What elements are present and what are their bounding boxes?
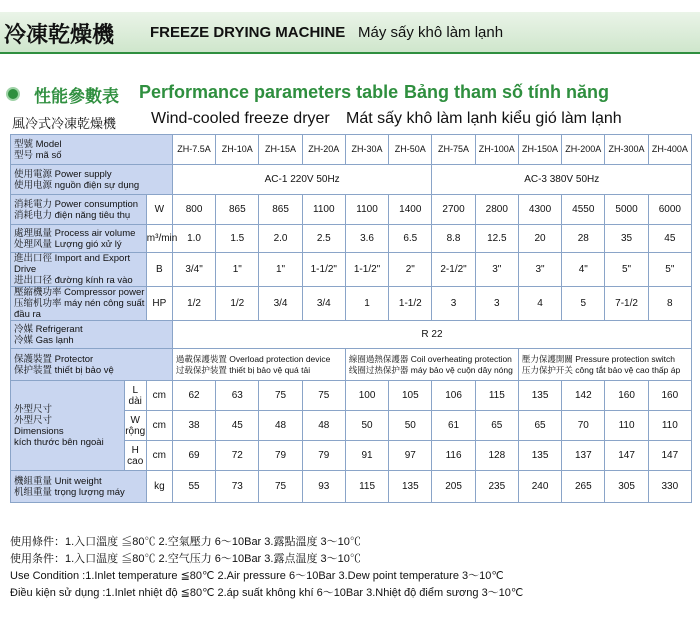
section-title-vietnamese: Bảng tham số tính năng (404, 82, 609, 102)
refrigerant-value: R 22 (172, 321, 691, 349)
model-header: ZH-10A (216, 135, 259, 165)
unit-cell: cm (146, 381, 172, 411)
value-cell: 50 (345, 411, 388, 441)
value-cell: 6000 (648, 195, 691, 225)
value-cell: 75 (259, 381, 302, 411)
value-cell: 160 (605, 381, 648, 411)
value-cell: 79 (259, 441, 302, 471)
value-cell: 45 (216, 411, 259, 441)
subtitle-english: Wind-cooled freeze dryer (151, 110, 330, 127)
unit-cell: m³/min (146, 225, 172, 253)
model-header: ZH-200A (562, 135, 605, 165)
value-cell: 50 (389, 411, 432, 441)
table-row (11, 287, 692, 321)
spec-table (10, 134, 692, 503)
model-header: ZH-150A (518, 135, 561, 165)
subtitle (6, 110, 696, 132)
value-cell: 35 (605, 225, 648, 253)
value-cell: 38 (172, 411, 215, 441)
value-cell: 865 (216, 195, 259, 225)
value-cell: 3" (518, 253, 561, 287)
value-cell: 1.5 (216, 225, 259, 253)
unit-cell: kg (146, 471, 172, 503)
value-cell: 97 (389, 441, 432, 471)
value-cell: 2.0 (259, 225, 302, 253)
model-header: ZH-300A (605, 135, 648, 165)
title-vietnamese: Máy sấy khô làm lạnh (358, 24, 504, 41)
row-label-refrigerant: 冷媒 Refrigerant 冷媒 Gas lạnh (11, 321, 173, 349)
value-cell: 79 (302, 441, 345, 471)
model-header: ZH-400A (648, 135, 691, 165)
value-cell: 265 (562, 471, 605, 503)
value-cell: 135 (389, 471, 432, 503)
value-cell: 55 (172, 471, 215, 503)
value-cell: 240 (518, 471, 561, 503)
value-cell: 3/4" (172, 253, 215, 287)
value-cell: 3/4 (302, 287, 345, 321)
table-row (11, 253, 692, 287)
value-cell: 48 (302, 411, 345, 441)
value-cell: 1" (259, 253, 302, 287)
subtitle-vietnamese: Mát sấy khô làm lạnh kiểu gió làm lạnh (346, 110, 622, 127)
value-cell: 1-1/2" (302, 253, 345, 287)
unit-cell: cm (146, 411, 172, 441)
subtitle-chinese: 風冷式冷凍乾燥機 (12, 117, 117, 132)
value-cell: 45 (648, 225, 691, 253)
value-cell: 93 (302, 471, 345, 503)
unit-cell: B (146, 253, 172, 287)
protector-pressure: 壓力保護開關 Pressure protection switch 压力保护开关 công tắt bảo vệ cao thấp áp (518, 349, 691, 381)
value-cell: 3 (475, 287, 518, 321)
model-header: ZH-30A (345, 135, 388, 165)
value-cell: 800 (172, 195, 215, 225)
value-cell: 48 (259, 411, 302, 441)
value-cell: 2700 (432, 195, 475, 225)
value-cell: 135 (518, 381, 561, 411)
table-row (11, 321, 692, 349)
row-label-model: 型號 Model 型号 mã số (11, 135, 173, 165)
value-cell: 142 (562, 381, 605, 411)
table-row (11, 471, 692, 503)
value-cell: 3.6 (345, 225, 388, 253)
model-header: ZH-75A (432, 135, 475, 165)
model-header: ZH-20A (302, 135, 345, 165)
title-chinese: 冷凍乾燥機 (4, 23, 115, 48)
dim-height-label: H cao (124, 441, 146, 471)
model-header: ZH-100A (475, 135, 518, 165)
model-header: ZH-50A (389, 135, 432, 165)
row-label-air: 處理風量 Process air volume 处理风量 Lượng gió xử lý (11, 225, 147, 253)
section-title-chinese: 性能參數表 (34, 87, 119, 107)
power-ac1: AC-1 220V 50Hz (172, 165, 432, 195)
row-label-compressor: 壓縮機功率 Compressor power 压缩机功率 máy nén công suất đầu ra (11, 287, 147, 321)
value-cell: 3 (432, 287, 475, 321)
value-cell: 160 (648, 381, 691, 411)
value-cell: 7-1/2 (605, 287, 648, 321)
table-row (11, 195, 692, 225)
value-cell: 5000 (605, 195, 648, 225)
value-cell: 105 (389, 381, 432, 411)
value-cell: 61 (432, 411, 475, 441)
value-cell: 6.5 (389, 225, 432, 253)
unit-cell: W (146, 195, 172, 225)
row-label-consumption: 消耗電力 Power consumption 消耗电力 điện năng tiêu thụ (11, 195, 147, 225)
value-cell: 5 (562, 287, 605, 321)
model-header: ZH-7.5A (172, 135, 215, 165)
dim-length-label: L dài (124, 381, 146, 411)
unit-cell: cm (146, 441, 172, 471)
value-cell: 65 (518, 411, 561, 441)
table-row (11, 349, 692, 381)
value-cell: 5" (648, 253, 691, 287)
value-cell: 20 (518, 225, 561, 253)
value-cell: 63 (216, 381, 259, 411)
dim-width-label: W rộng (124, 411, 146, 441)
value-cell: 91 (345, 441, 388, 471)
protector-coil: 線圈過熱保護器 Coil overheating protection 线圈过热保护器 máy bảo vệ cuộn dây nóng (345, 349, 518, 381)
value-cell: 1100 (302, 195, 345, 225)
value-cell: 70 (562, 411, 605, 441)
note-line: Điều kiện sử dụng :1.Inlet nhiệt độ ≦80℃ 2.áp suất không khí 6～10Bar 3.Nhiệt độ điểm sương 3～10℃ (10, 587, 524, 599)
value-cell: 73 (216, 471, 259, 503)
title-banner (0, 12, 700, 52)
value-cell: 235 (475, 471, 518, 503)
value-cell: 115 (475, 381, 518, 411)
table-row (11, 165, 692, 195)
value-cell: 865 (259, 195, 302, 225)
value-cell: 5" (605, 253, 648, 287)
value-cell: 75 (259, 471, 302, 503)
value-cell: 1.0 (172, 225, 215, 253)
value-cell: 12.5 (475, 225, 518, 253)
value-cell: 330 (648, 471, 691, 503)
value-cell: 147 (648, 441, 691, 471)
power-ac3: AC-3 380V 50Hz (432, 165, 692, 195)
value-cell: 1-1/2 (389, 287, 432, 321)
value-cell: 116 (432, 441, 475, 471)
row-label-diameter: 進出口徑 Import and Export Drive 进出口径 đường kính ra vào (11, 253, 147, 287)
protector-overload: 過載保護裝置 Overload protection device 过载保护装置 thiết bị bảo vệ quá tải (172, 349, 345, 381)
table-row (11, 135, 692, 165)
note-line: Use Condition :1.Inlet temperature ≦80℃ 2.Air pressure 6～10Bar 3.Dew point temperature 3～10℃ (10, 570, 504, 582)
value-cell: 1 (345, 287, 388, 321)
value-cell: 110 (648, 411, 691, 441)
value-cell: 100 (345, 381, 388, 411)
row-label-protector: 保護裝置 Protector 保护装置 thiết bị bảo vệ (11, 349, 173, 381)
note-line: 使用条件：1.入口温度 ≦80℃ 2.空气压力 6～10Bar 3.露点温度 3～10℃ (10, 553, 361, 565)
value-cell: 135 (518, 441, 561, 471)
section-title-english: Performance parameters table (139, 82, 399, 102)
value-cell: 72 (216, 441, 259, 471)
value-cell: 2" (389, 253, 432, 287)
value-cell: 3/4 (259, 287, 302, 321)
value-cell: 1" (216, 253, 259, 287)
value-cell: 8.8 (432, 225, 475, 253)
value-cell: 4550 (562, 195, 605, 225)
table-row (11, 381, 692, 411)
value-cell: 69 (172, 441, 215, 471)
value-cell: 2.5 (302, 225, 345, 253)
value-cell: 147 (605, 441, 648, 471)
row-label-weight: 機組重量 Unit weight 机组重量 trọng lượng máy (11, 471, 147, 503)
section-heading (4, 82, 694, 106)
row-label-power: 使用電源 Power supply 使用电源 nguồn điện sự dụng (11, 165, 173, 195)
value-cell: 65 (475, 411, 518, 441)
value-cell: 305 (605, 471, 648, 503)
value-cell: 106 (432, 381, 475, 411)
value-cell: 62 (172, 381, 215, 411)
row-label-dimensions: 外型尺寸 外型尺寸 Dimensions kích thước bên ngoài (11, 381, 125, 471)
value-cell: 8 (648, 287, 691, 321)
model-header: ZH-15A (259, 135, 302, 165)
value-cell: 3" (475, 253, 518, 287)
value-cell: 4" (562, 253, 605, 287)
bullet-icon (6, 87, 20, 101)
use-conditions (10, 534, 690, 602)
value-cell: 1/2 (216, 287, 259, 321)
note-line: 使用條件：1.入口溫度 ≦80℃ 2.空氣壓力 6～10Bar 3.露點溫度 3～10℃ (10, 536, 361, 548)
value-cell: 2-1/2" (432, 253, 475, 287)
value-cell: 110 (605, 411, 648, 441)
value-cell: 137 (562, 441, 605, 471)
value-cell: 1400 (389, 195, 432, 225)
value-cell: 205 (432, 471, 475, 503)
value-cell: 1100 (345, 195, 388, 225)
title-english: FREEZE DRYING MACHINE (150, 24, 346, 41)
value-cell: 75 (302, 381, 345, 411)
value-cell: 4 (518, 287, 561, 321)
table-row (11, 225, 692, 253)
value-cell: 4300 (518, 195, 561, 225)
value-cell: 28 (562, 225, 605, 253)
value-cell: 1-1/2" (345, 253, 388, 287)
value-cell: 2800 (475, 195, 518, 225)
value-cell: 115 (345, 471, 388, 503)
unit-cell: HP (146, 287, 172, 321)
value-cell: 1/2 (172, 287, 215, 321)
value-cell: 128 (475, 441, 518, 471)
